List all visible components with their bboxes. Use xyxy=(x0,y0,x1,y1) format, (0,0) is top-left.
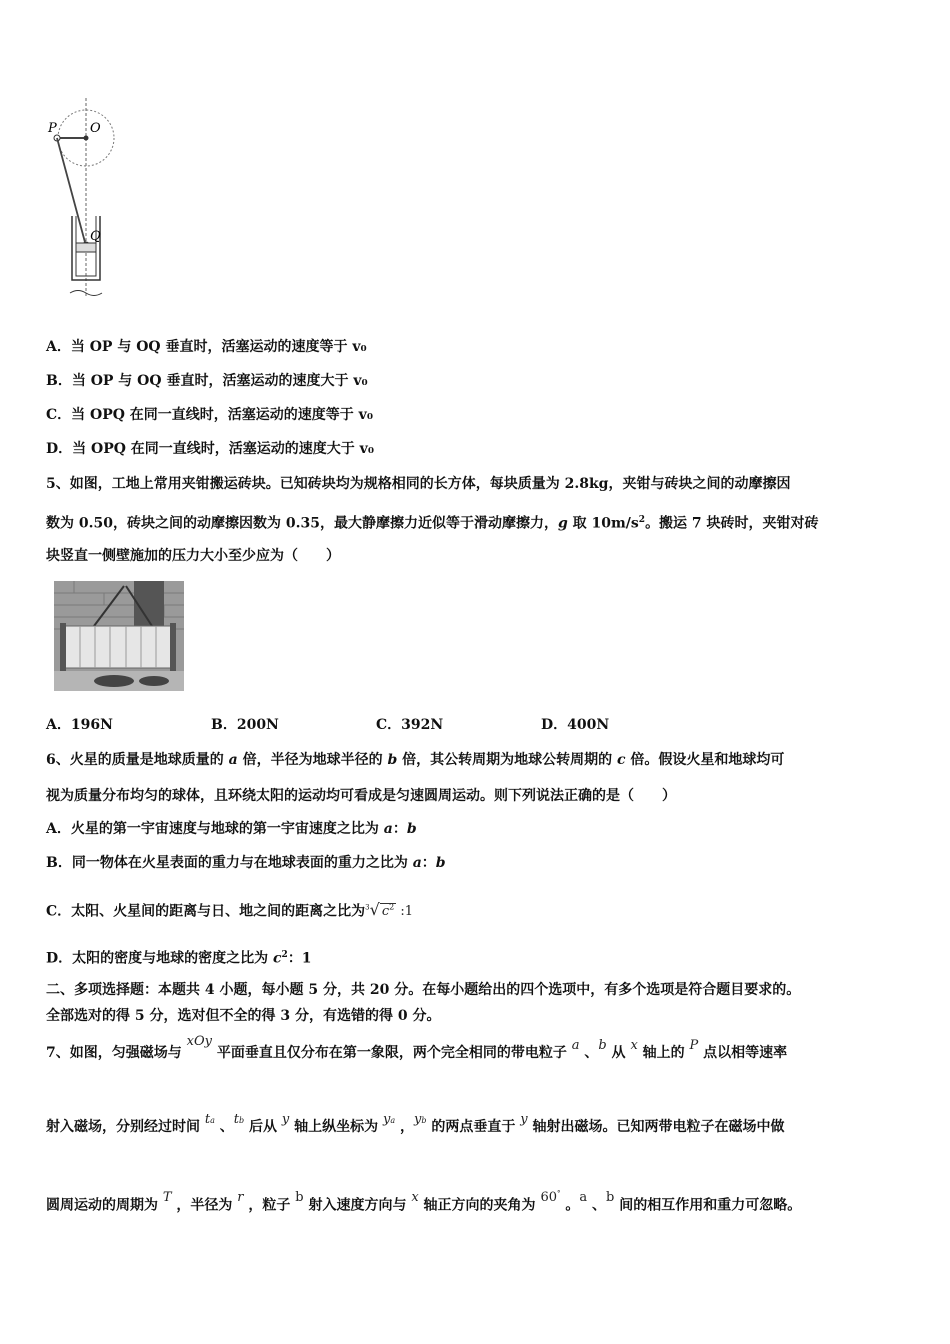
section2-line1: 二、多项选择题：本题共 4 小题，每小题 5 分，共 20 分。在每小题给出的四个选项中，有多个选项是符合题目要求的。 xyxy=(46,982,801,998)
section2-line2: 全部选对的得 5 分，选对但不全的得 3 分，有选错的得 0 分。 xyxy=(46,1008,441,1024)
q5-line1: 5、如图，工地上常用夹钳搬运砖块。已知砖块均为规格相同的长方体，每块质量为 2.8kg，夹钳与砖块之间的动摩擦因 xyxy=(46,476,791,492)
q6-line2: 视为质量分布均匀的球体，且环绕太阳的运动均可看成是匀速圆周运动。则下列说法正确的是（ ） xyxy=(46,788,676,804)
q5-option-a: A．196N xyxy=(46,717,113,733)
q5-option-c: C．392N xyxy=(376,717,444,733)
label-q: Q xyxy=(90,229,101,244)
q5-option-b: B．200N xyxy=(211,717,279,733)
cube-root-expression: $^3$√ $c^2$ :1 xyxy=(365,900,413,920)
brick-clamp-photo xyxy=(54,581,184,691)
q4-option-c: C．当 OPQ 在同一直线时，活塞运动的速度等于 v₀ xyxy=(46,407,373,423)
q4-option-b: B．当 OP 与 OQ 垂直时，活塞运动的速度大于 v₀ xyxy=(46,373,368,389)
q4-option-a: A．当 OP 与 OQ 垂直时，活塞运动的速度等于 v₀ xyxy=(46,339,367,355)
label-o: O xyxy=(90,121,101,136)
q4-option-d: D．当 OPQ 在同一直线时，活塞运动的速度大于 v₀ xyxy=(46,441,374,457)
q6-option-d: D．太阳的密度与地球的密度之比为 $c^2$：1 xyxy=(46,950,312,967)
q7-line2: 射入磁场，分别经过时间 ta 、tb 后从 y 轴上纵坐标为 ya ，yb 的两点垂直于 y 轴射出磁场。已知两带电粒子在磁场中做 xyxy=(46,1112,785,1135)
q5-option-d: D．400N xyxy=(541,717,610,733)
q6-option-c: C．太阳、火星间的距离与日、地之间的距离之比为$^3$√ $c^2$ :1 xyxy=(46,900,413,920)
label-p: P xyxy=(48,121,57,136)
crank-piston-figure xyxy=(44,98,134,303)
q7-line3: 圆周运动的周期为 T ，半径为 r ，粒子 b 射入速度方向与 x 轴正方向的夹角为 60° 。a 、b 间的相互作用和重力可忽略。 xyxy=(46,1190,802,1214)
q6-line1: 6、火星的质量是地球质量的 a 倍，半径为地球半径的 b 倍，其公转周期为地球公转周期的 c 倍。假设火星和地球均可 xyxy=(46,752,785,768)
q5-line3: 块竖直一侧壁施加的压力大小至少应为（ ） xyxy=(46,548,340,564)
q7-line1: 7、如图，匀强磁场与 xOy 平面垂直且仅分布在第一象限，两个完全相同的带电粒子 a 、b 从 x 轴上的 P 点以相等速率 xyxy=(46,1034,788,1061)
q5-line2: 数为 0.50，砖块之间的动摩擦因数为 0.35，最大静摩擦力近似等于滑动摩擦力，g 取 $10m/s^2$。搬运 7 块砖时，夹钳对砖 xyxy=(46,515,819,532)
q6-option-a: A．火星的第一宇宙速度与地球的第一宇宙速度之比为 a：b xyxy=(46,821,417,837)
q6-option-b: B．同一物体在火星表面的重力与在地球表面的重力之比为 a：b xyxy=(46,855,446,871)
